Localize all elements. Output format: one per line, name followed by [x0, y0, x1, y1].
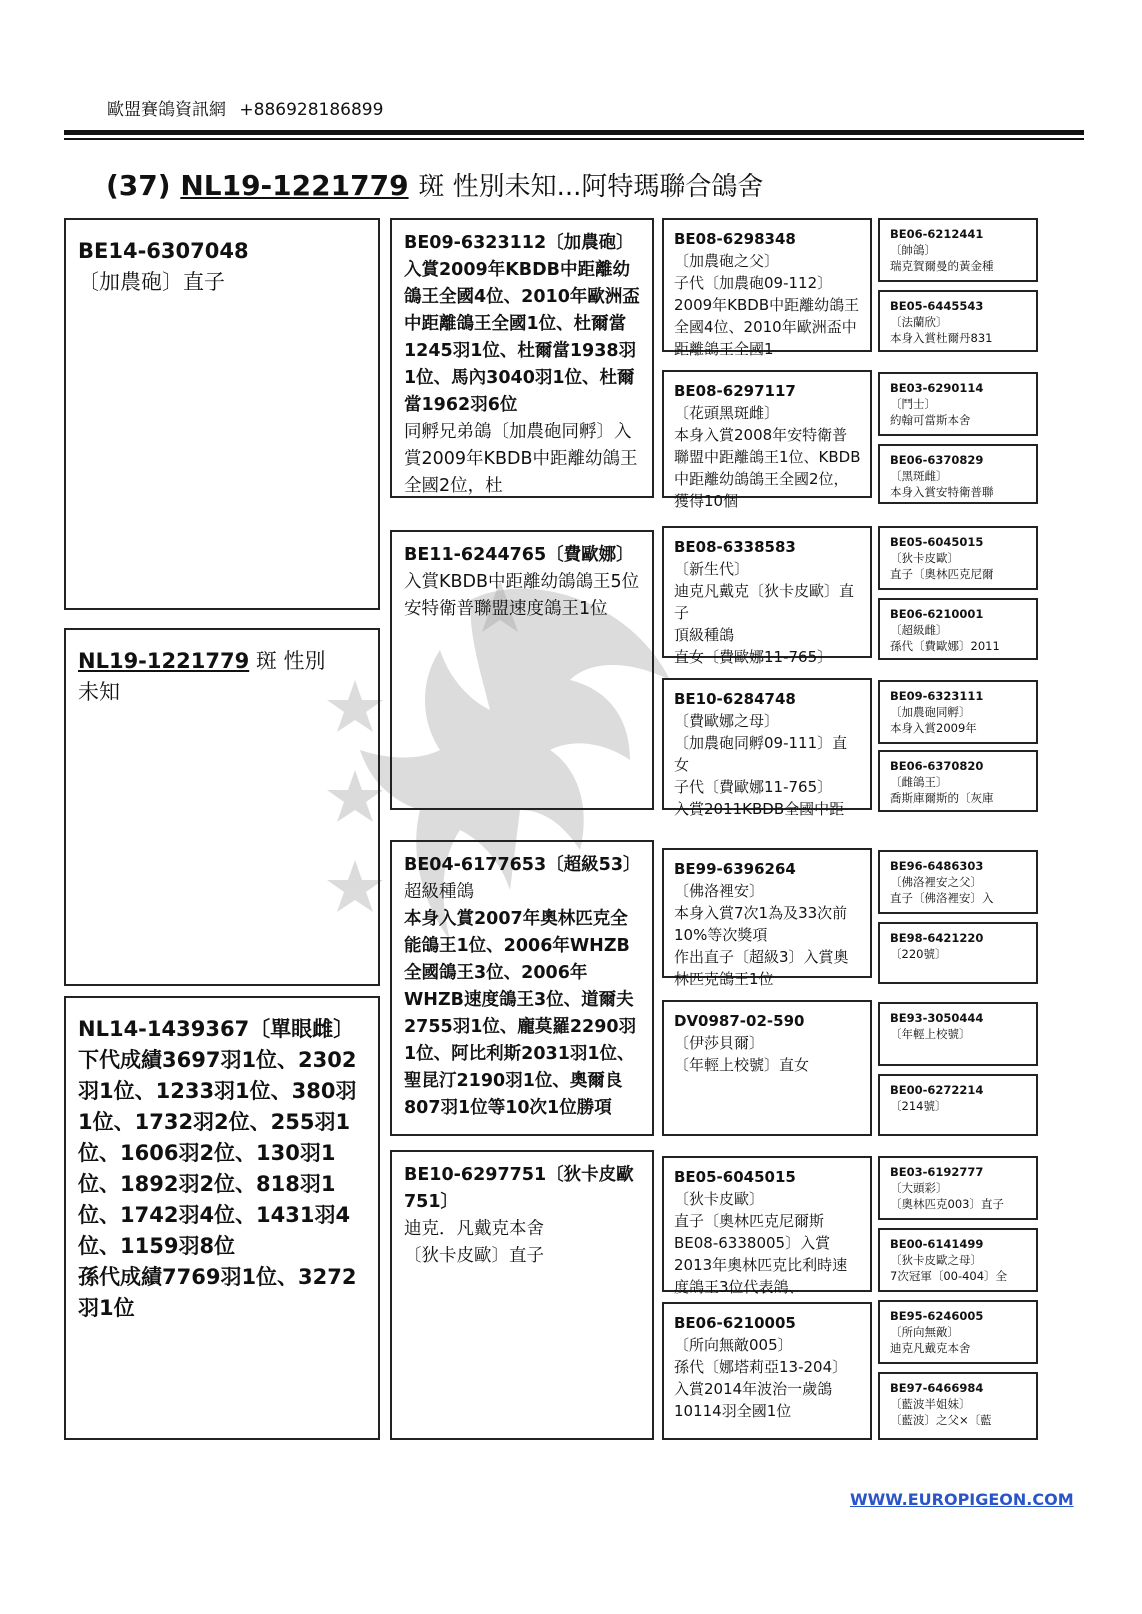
pedigree-note: 〔新生代〕 [674, 560, 750, 578]
pedigree-ring: BE11-6244765〔費歐娜〕 [404, 545, 634, 565]
pedigree-note: 超級種鴿 [404, 882, 474, 902]
page-title [106, 166, 763, 203]
pedigree-note: 本身入賞杜爾丹831 [890, 331, 993, 345]
pedigree-note: 作出直子〔超級3〕入賞奧林匹克鴿王1位 [674, 948, 849, 988]
pedigree-note: 孫代成績7769羽1位、3272羽1位 [78, 1265, 357, 1320]
pedigree-note: 〔加農砲同孵〕 [890, 705, 971, 719]
pedigree-note: 安特衛普聯盟速度鴿王1位 [404, 599, 608, 619]
title-index: (37) [106, 169, 171, 202]
pedigree-note: 〔佛洛裡安之父〕 [890, 875, 982, 889]
pedigree-ring: BE10-6284748 [674, 690, 796, 708]
pedigree-note: 入賞2009年KBDB中距離幼鴿王全國4位、2010年歐洲盃中距離鴿王全國1位、杜爾當1245羽1位、杜爾當1938羽1位、馬內3040羽1位、杜爾當1962羽6位 [404, 260, 640, 415]
pedigree-ring: BE96-6486303 [890, 859, 984, 873]
gen4-box-8 [878, 750, 1038, 812]
gen3-box-5 [662, 848, 872, 988]
pedigree-note: 〔藍波〕之父×〔藍 [890, 1413, 992, 1427]
pedigree-ring: BE05-6045015 [674, 1168, 796, 1186]
pedigree-note: 本身入賞2009年 [890, 721, 977, 735]
subject-desc-2: 未知 [78, 680, 120, 704]
gen3-box-6 [662, 1000, 872, 1136]
gen1-sire [64, 218, 380, 610]
subject-ring: NL19-1221779 [78, 649, 250, 673]
pedigree-note: 子代〔加農砲09-112〕2009年KBDB中距離幼鴿王全國4位、2010年歐洲盃中距離鴿王全國1 [674, 274, 860, 358]
pedigree-note: 子代〔費歐娜11-765〕 [674, 778, 833, 796]
pedigree-ring: BE06-6210001 [890, 607, 984, 621]
gen4-box-7 [878, 680, 1038, 744]
gen2-box-2 [390, 530, 654, 810]
pedigree-note: 〔加農砲同孵09-111〕直女 [674, 734, 848, 774]
pedigree-ring: BE08-6298348 [674, 230, 796, 248]
gen4-box-1 [878, 218, 1038, 282]
gen4-box-9 [878, 850, 1038, 914]
pedigree-note: 〔費歐娜之母〕 [674, 712, 780, 730]
title-ring: NL19-1221779 [180, 169, 409, 202]
gen4-box-13 [878, 1156, 1038, 1220]
pedigree-ring: BE05-6445543 [890, 299, 984, 313]
pedigree-note: 〔加農砲〕直子 [78, 270, 225, 294]
pedigree-note: 〔帥鴿〕 [890, 243, 936, 257]
gen3-box-8 [662, 1302, 872, 1440]
pedigree-note: 〔奧林匹克003〕直子 [890, 1197, 1004, 1211]
pedigree-note: 〔雌鴿王〕 [890, 775, 948, 789]
pedigree-ring: BE97-6466984 [890, 1381, 984, 1395]
gen4-box-15 [878, 1300, 1038, 1364]
pedigree-note: 〔佛洛裡安〕 [674, 882, 765, 900]
header-rule-thin [64, 138, 1084, 140]
gen1-dam [64, 996, 380, 1440]
pedigree-note: 〔214號〕 [890, 1099, 947, 1113]
gen2-box-3 [390, 840, 654, 1136]
pedigree-note: 孫代〔娜塔莉亞13-204〕入賞2014年波治一歲鴿10114羽全國1位 [674, 1358, 848, 1420]
gen4-box-4 [878, 444, 1038, 504]
pedigree-ring: BE10-6297751〔狄卡皮歐751〕 [404, 1165, 634, 1212]
pedigree-note: 〔黑斑雌〕 [890, 469, 948, 483]
gen3-box-4 [662, 678, 872, 818]
pedigree-note: 〔超級雌〕 [890, 623, 948, 637]
pedigree-ring: BE04-6177653〔超級53〕 [404, 855, 641, 875]
pedigree-note: 直子〔佛洛裡安〕入 [890, 891, 994, 905]
pedigree-ring: DV0987-02-590 [674, 1012, 805, 1030]
gen3-box-3 [662, 526, 872, 666]
gen4-box-14 [878, 1228, 1038, 1292]
gen4-box-12 [878, 1074, 1038, 1136]
pedigree-ring: BE06-6210005 [674, 1314, 796, 1332]
pedigree-ring: BE09-6323112〔加農砲〕 [404, 233, 634, 253]
pedigree-note: 瑞克賀爾曼的黃金種 [890, 259, 994, 273]
pedigree-note: 迪克凡戴克〔狄卡皮歐〕直子 [674, 582, 855, 622]
pedigree-ring: BE03-6192777 [890, 1165, 984, 1179]
title-desc: 斑 性別未知...阿特瑪聯合鴿舍 [418, 172, 764, 202]
pedigree-note: 入賞2011KBDB全國中距 [674, 800, 845, 818]
gen3-box-7 [662, 1156, 872, 1296]
header-rule-thick [64, 130, 1084, 135]
pedigree-note: 〔狄卡皮歐〕 [674, 1190, 765, 1208]
pedigree-ring: NL14-1439367〔單眼雌〕 [78, 1017, 355, 1041]
pedigree-ring: BE98-6421220 [890, 931, 984, 945]
pedigree-ring: BE03-6290114 [890, 381, 984, 395]
pedigree-note: 〔年輕上校號〕 [890, 1027, 971, 1041]
pedigree-ring: BE14-6307048 [78, 239, 249, 263]
gen3-box-1 [662, 218, 872, 358]
gen2-box-1 [390, 218, 654, 498]
pedigree-note: 〔藍波半姐妹〕 [890, 1397, 971, 1411]
pedigree-note: 入賞KBDB中距離幼鴿鴿王5位 [404, 572, 640, 592]
pedigree-ring: BE05-6045015 [890, 535, 984, 549]
pedigree-note: 〔加農砲之父〕 [674, 252, 780, 270]
pedigree-ring: BE99-6396264 [674, 860, 796, 878]
pedigree-note: 〔年輕上校號〕直女 [674, 1056, 810, 1074]
gen1-subject [64, 628, 380, 986]
pedigree-note: 〔花頭黑斑雌〕 [674, 404, 780, 422]
gen4-box-10 [878, 922, 1038, 984]
header-phone: +886928186899 [239, 100, 384, 120]
gen3-box-2 [662, 370, 872, 510]
pedigree-note: 約翰可當斯本舍 [890, 413, 971, 427]
pedigree-ring: BE00-6272214 [890, 1083, 984, 1097]
pedigree-note: 頂級種鴿 [674, 626, 735, 644]
pedigree-ring: BE09-6323111 [890, 689, 984, 703]
gen4-box-2 [878, 290, 1038, 352]
pedigree-note: 同孵兄弟鴿〔加農砲同孵〕入賞2009年KBDB中距離幼鴿王全國2位，杜 [404, 422, 638, 496]
subject-desc-1: 斑 性別 [255, 649, 326, 673]
pedigree-note: 喬斯庫爾斯的〔灰庫 [890, 791, 994, 805]
pedigree-note: 下代成績3697羽1位、2302羽1位、1233羽1位、380羽1位、1732羽2位、255羽1位、1606羽2位、130羽1位、1892羽2位、818羽1位、1742羽4位、1431羽4位、1159羽8位 [78, 1048, 357, 1258]
pedigree-note: 迪克凡戴克本舍 [890, 1341, 971, 1355]
pedigree-note: 直女〔費歐娜11-765〕 [674, 648, 833, 666]
gen4-box-5 [878, 526, 1038, 590]
gen4-box-11 [878, 1002, 1038, 1066]
pedigree-note: 本身入賞7次1為及33次前10%等次獎項 [674, 904, 848, 944]
pedigree-note: 直子〔奧林匹克尼爾 [890, 567, 994, 581]
pedigree-ring: BE08-6297117 [674, 382, 796, 400]
pedigree-ring: BE06-6212441 [890, 227, 984, 241]
pedigree-note: 〔所向無敵〕 [890, 1325, 959, 1339]
header-site: 歐盟賽鴿資訊網 [107, 100, 226, 120]
pedigree-note: 迪克．凡戴克本舍 [404, 1219, 544, 1239]
pedigree-ring: BE00-6141499 [890, 1237, 984, 1251]
pedigree-note: 〔所向無敵005〕 [674, 1336, 793, 1354]
pedigree-note: 7次冠軍〔00-404〕全 [890, 1269, 1008, 1283]
pedigree-note: 〔鬥士〕 [890, 397, 936, 411]
pedigree-note: 〔狄卡皮歐〕直子 [404, 1246, 544, 1266]
pedigree-note: 孫代〔費歐娜〕2011 [890, 639, 1000, 653]
gen4-box-6 [878, 598, 1038, 660]
pedigree-note: 本身入賞2008年安特衛普聯盟中距離鴿王1位、KBDB中距離幼鴿鴿王全國2位，獲得10個 [674, 426, 861, 510]
pedigree-note: 〔狄卡皮歐〕 [890, 551, 959, 565]
pedigree-ring: BE06-6370820 [890, 759, 984, 773]
pedigree-note: 〔狄卡皮歐之母〕 [890, 1253, 982, 1267]
gen4-box-3 [878, 372, 1038, 436]
pedigree-note: 本身入賞安特衛普聯 [890, 485, 994, 499]
pedigree-ring: BE06-6370829 [890, 453, 984, 467]
gen4-box-16 [878, 1372, 1038, 1440]
pedigree-note: 〔法蘭欣〕 [890, 315, 948, 329]
pedigree-ring: BE93-3050444 [890, 1011, 984, 1025]
pedigree-note: 〔伊莎貝爾〕 [674, 1034, 765, 1052]
pedigree-ring: BE95-6246005 [890, 1309, 984, 1323]
gen2-box-4 [390, 1150, 654, 1440]
pedigree-note: 本身入賞2007年奧林匹克全能鴿王1位、2006年WHZB全國鴿王3位、2006年WHZB速度鴿王3位、道爾夫2755羽1位、龐莫羅2290羽1位、阿比利斯2031羽1位、聖昆汀2190羽1位、奧爾良807羽1位等10次1位勝項 [404, 909, 637, 1118]
pedigree-note: 〔220號〕 [890, 947, 947, 961]
pedigree-ring: BE08-6338583 [674, 538, 796, 556]
header [107, 95, 383, 120]
pedigree-note: 〔大頭彩〕 [890, 1181, 948, 1195]
footer-website-link[interactable]: WWW.EUROPIGEON.COM [850, 1490, 1074, 1509]
pedigree-note: 直子〔奧林匹克尼爾斯BE08-6338005〕入賞2013年奧林匹克比利時速度鴿王3位代表鴿、 [674, 1212, 848, 1296]
